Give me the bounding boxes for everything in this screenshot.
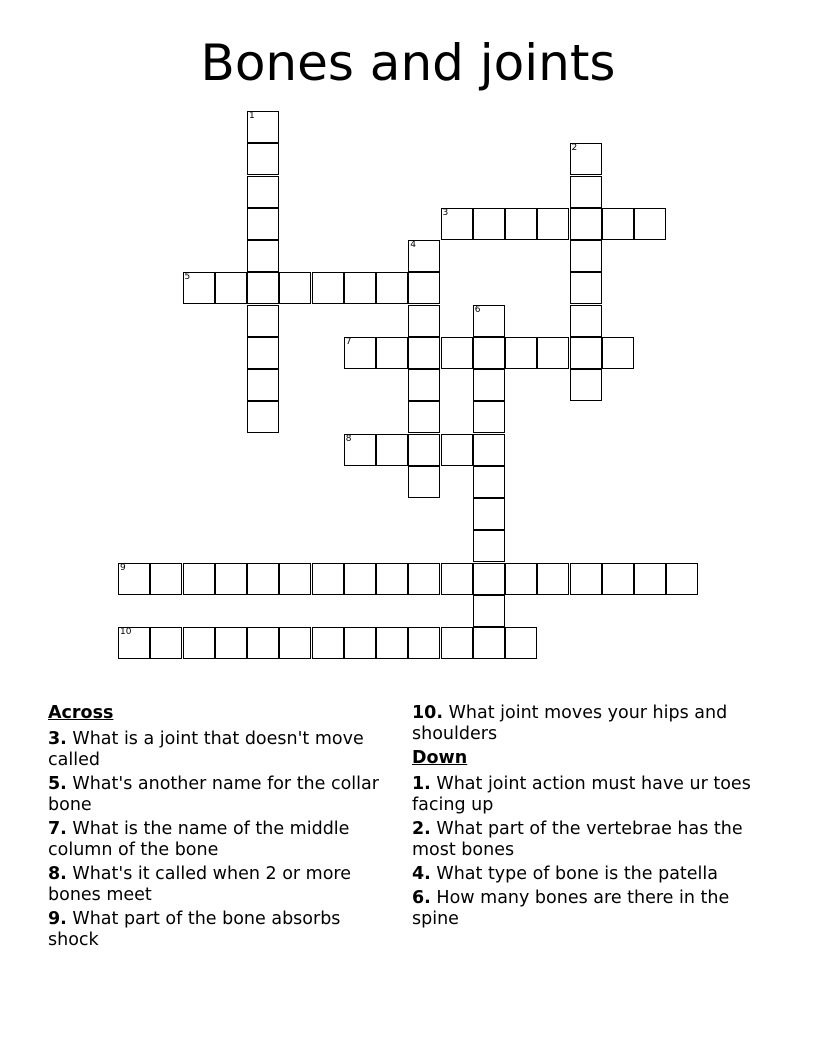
grid-cell[interactable] (215, 272, 247, 304)
clue-down-2 (412, 819, 757, 861)
grid-cell[interactable] (570, 208, 602, 240)
grid-cell[interactable] (570, 305, 602, 337)
clues-left-column (48, 703, 393, 954)
grid-cell[interactable] (408, 337, 440, 369)
grid-cell[interactable] (570, 563, 602, 595)
clue-across-8 (48, 864, 393, 906)
grid-cell[interactable] (376, 434, 408, 466)
grid-cell[interactable] (570, 240, 602, 272)
grid-cell[interactable] (376, 563, 408, 595)
grid-cell[interactable] (473, 434, 505, 466)
grid-cell[interactable] (376, 627, 408, 659)
grid-cell[interactable] (505, 208, 537, 240)
grid-cell[interactable] (473, 530, 505, 562)
grid-cell[interactable] (312, 272, 344, 304)
clues-right-column (412, 703, 757, 933)
grid-cell[interactable] (408, 563, 440, 595)
grid-cell[interactable] (344, 337, 376, 369)
clue-number: 4. (412, 864, 431, 884)
clue-text: What type of bone is the patella (436, 864, 719, 884)
clue-down-6 (412, 888, 757, 930)
grid-cell[interactable] (312, 627, 344, 659)
grid-cell[interactable] (408, 369, 440, 401)
grid-cell[interactable] (570, 143, 602, 175)
grid-cell[interactable] (247, 305, 279, 337)
grid-cell[interactable] (473, 305, 505, 337)
grid-cell[interactable] (247, 563, 279, 595)
grid-cell[interactable] (247, 111, 279, 143)
grid-cell[interactable] (247, 337, 279, 369)
clue-number: 9. (48, 909, 67, 929)
grid-cell[interactable] (602, 208, 634, 240)
grid-cell[interactable] (247, 176, 279, 208)
cell-number: 7 (345, 336, 352, 347)
grid-cell[interactable] (602, 337, 634, 369)
clue-text: What is the name of the middle column of the bone (48, 819, 350, 860)
grid-cell[interactable] (279, 272, 311, 304)
grid-cell[interactable] (247, 627, 279, 659)
grid-cell[interactable] (247, 208, 279, 240)
grid-cell[interactable] (408, 401, 440, 433)
clue-text: What's another name for the collar bone (48, 774, 379, 815)
grid-cell[interactable] (118, 627, 150, 659)
clue-number: 5. (48, 774, 67, 794)
grid-cell[interactable] (408, 466, 440, 498)
grid-cell[interactable] (634, 208, 666, 240)
grid-cell[interactable] (408, 627, 440, 659)
clue-across-10 (412, 703, 757, 745)
grid-cell[interactable] (441, 337, 473, 369)
grid-cell[interactable] (570, 337, 602, 369)
grid-cell[interactable] (376, 337, 408, 369)
clue-across-7 (48, 819, 393, 861)
clue-text: What part of the bone absorbs shock (48, 909, 341, 950)
grid-cell[interactable] (408, 305, 440, 337)
grid-cell[interactable] (473, 627, 505, 659)
grid-cell[interactable] (473, 337, 505, 369)
cell-number: 3 (442, 207, 449, 218)
grid-cell[interactable] (634, 563, 666, 595)
clue-number: 10. (412, 703, 444, 723)
grid-cell[interactable] (408, 272, 440, 304)
cell-number: 6 (474, 304, 481, 315)
clue-number: 6. (412, 888, 431, 908)
grid-cell[interactable] (570, 272, 602, 304)
grid-cell[interactable] (344, 272, 376, 304)
clue-number: 3. (48, 729, 67, 749)
grid-cell[interactable] (247, 143, 279, 175)
grid-cell[interactable] (473, 466, 505, 498)
clue-down-1 (412, 774, 757, 816)
grid-cell[interactable] (279, 563, 311, 595)
grid-cell[interactable] (473, 595, 505, 627)
grid-cell[interactable] (570, 176, 602, 208)
grid-cell[interactable] (408, 434, 440, 466)
grid-cell[interactable] (473, 563, 505, 595)
grid-cell[interactable] (344, 563, 376, 595)
cell-number: 10 (120, 627, 132, 637)
clue-across-5 (48, 774, 393, 816)
grid-cell[interactable] (505, 563, 537, 595)
cell-number: 4 (410, 240, 416, 250)
grid-cell[interactable] (150, 627, 182, 659)
clue-number: 1. (412, 774, 431, 794)
grid-cell[interactable] (376, 272, 408, 304)
clue-text: What joint action must have ur toes facing up (412, 774, 751, 815)
clue-number: 7. (48, 819, 67, 839)
clue-down-4 (412, 864, 757, 885)
clue-across-3 (48, 729, 393, 771)
cell-number: 1 (249, 111, 255, 121)
grid-cell[interactable] (312, 563, 344, 595)
grid-cell[interactable] (118, 563, 150, 595)
grid-cell[interactable] (537, 337, 569, 369)
grid-cell[interactable] (344, 434, 376, 466)
grid-cell[interactable] (441, 208, 473, 240)
clue-number: 2. (412, 819, 431, 839)
grid-cell[interactable] (247, 272, 279, 304)
down-heading: Down (412, 748, 468, 768)
grid-cell[interactable] (183, 563, 215, 595)
grid-cell[interactable] (570, 369, 602, 401)
grid-cell[interactable] (441, 563, 473, 595)
grid-cell[interactable] (666, 563, 698, 595)
grid-cell[interactable] (408, 240, 440, 272)
grid-cell[interactable] (505, 627, 537, 659)
page-title: Bones and joints (200, 34, 616, 92)
clue-text: What is a joint that doesn't move called (48, 729, 364, 770)
grid-cell[interactable] (247, 401, 279, 433)
grid-cell[interactable] (215, 563, 247, 595)
grid-cell[interactable] (215, 627, 247, 659)
grid-cell[interactable] (537, 208, 569, 240)
cell-number: 9 (120, 562, 126, 573)
grid-cell[interactable] (247, 240, 279, 272)
across-heading: Across (48, 703, 114, 723)
grid-cell[interactable] (441, 434, 473, 466)
grid-cell[interactable] (247, 369, 279, 401)
grid-cell[interactable] (150, 563, 182, 595)
clue-text: How many bones are there in the spine (412, 888, 730, 929)
grid-cell[interactable] (183, 272, 215, 304)
grid-cell[interactable] (473, 208, 505, 240)
grid-cell[interactable] (537, 563, 569, 595)
clue-number: 8. (48, 864, 67, 884)
grid-cell[interactable] (473, 498, 505, 530)
clue-text: What part of the vertebrae has the most bones (412, 819, 743, 860)
clue-text: What joint moves your hips and shoulders (412, 703, 728, 744)
clue-text: What's it called when 2 or more bones meet (48, 864, 351, 905)
cell-number: 8 (345, 433, 352, 444)
grid-cell[interactable] (441, 627, 473, 659)
grid-cell[interactable] (602, 563, 634, 595)
grid-cell[interactable] (473, 369, 505, 401)
cell-number: 5 (184, 272, 191, 283)
grid-cell[interactable] (279, 627, 311, 659)
grid-cell[interactable] (473, 401, 505, 433)
grid-cell[interactable] (183, 627, 215, 659)
clue-across-9 (48, 909, 393, 951)
grid-cell[interactable] (505, 337, 537, 369)
cell-number: 2 (571, 143, 578, 154)
grid-cell[interactable] (344, 627, 376, 659)
